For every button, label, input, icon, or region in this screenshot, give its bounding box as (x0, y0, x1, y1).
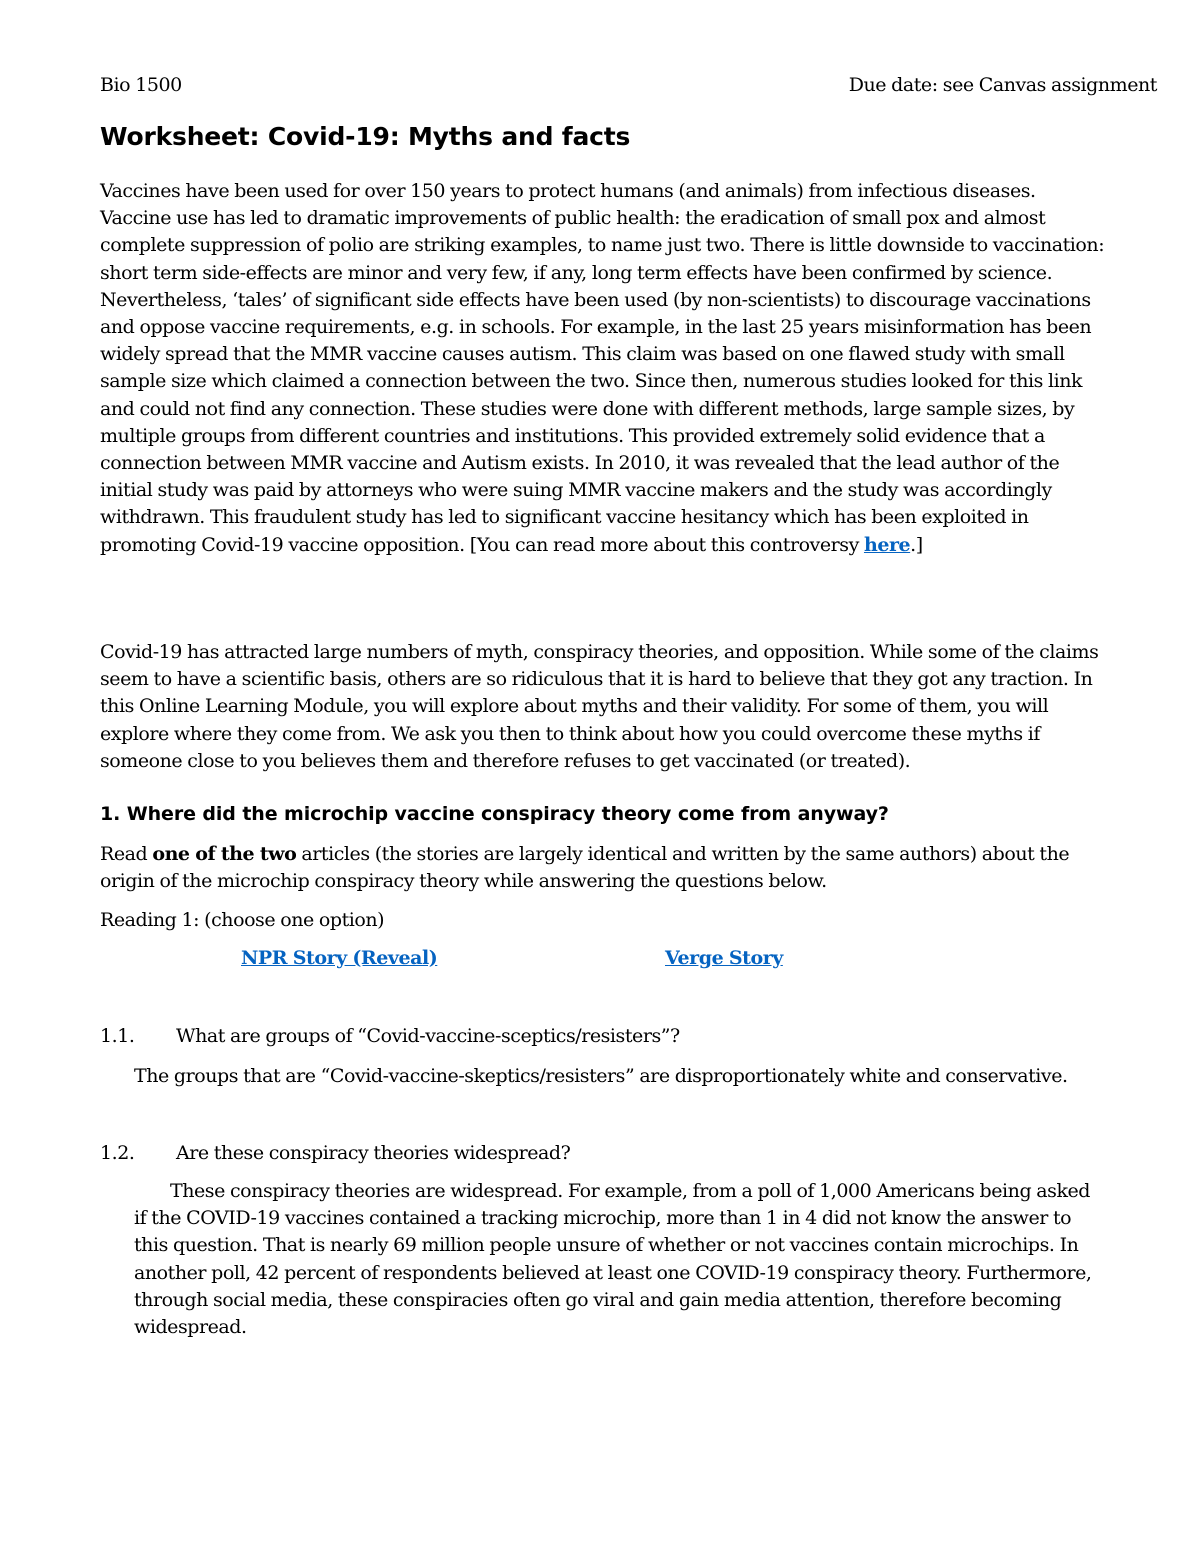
read-instruction-bold: one of the two (152, 843, 297, 865)
intro-paragraph-1: Vaccines have been used for over 150 years to protect humans (and animals) from infectious diseases. Vaccine use has led to dramatic improvements of public health: the eradication of small pox and almost complete suppression of polio are striking examples, to name just two. There is little downside to vaccination: short term side-effects are minor and very few, if any, long term effects have been confirmed by science. (100, 180, 1105, 284)
question-1-1-text: What are groups of “Covid-vaccine-sceptics/resisters”? (176, 1025, 680, 1047)
verge-story-link[interactable]: Verge Story (665, 947, 783, 969)
due-date: Due date: see Canvas assignment (848, 74, 1157, 96)
read-instruction (100, 841, 1110, 895)
intro-paragraph-2-end: .] (910, 533, 923, 556)
question-1-2-number: 1.2. (100, 1142, 135, 1164)
intro-block (100, 178, 1110, 559)
question-1-2-text: Are these conspiracy theories widespread? (176, 1142, 571, 1164)
course-label: Bio 1500 (100, 74, 182, 96)
answer-1-1: The groups that are “Covid-vaccine-skeptics/resisters” are disproportionately white and conservative. (134, 1065, 1068, 1087)
reading-label: Reading 1: (choose one option) (100, 909, 385, 931)
section-1-heading: 1. Where did the microchip vaccine conspiracy theory come from anyway? (100, 803, 889, 825)
answer-1-2: These conspiracy theories are widespread. For example, from a poll of 1,000 Americans being asked if the COVID-19 vaccines contained a tracking microchip, more than 1 in 4 did not know the answer to this question. That is nearly 69 million people unsure of whether or not vaccines contain microchips. In another poll, 42 percent of respondents believed at least one COVID-19 conspiracy theory. Furthermore, through social media, these conspiracies often go viral and gain media attention, therefore becoming widespread. (134, 1180, 1092, 1339)
intro-paragraph-3: Covid-19 has attracted large numbers of myth, conspiracy theories, and opposition. While some of the claims seem to have a scientific basis, others are so ridiculous that it is hard to believe that they got any traction. In this Online Learning Module, you will explore about myths and their validity. For some of them, you will explore where they come from. We ask you then to think about how you could overcome these myths if someone close to you believes them and therefore refuses to get vaccinated (or treated). (100, 641, 1099, 772)
controversy-link[interactable]: here (863, 533, 911, 556)
intro-paragraph-2-text: Nevertheless, ‘tales’ of significant side effects have been used (by non-scientists) to discourage vaccinations and oppose vaccine requirements, e.g. in schools. For example, in the last 25 years misinformation has been widely spread that the MMR vaccine causes autism. This claim was based on one flawed study with small sample size which claimed a connection between the two. Since then, numerous studies looked for this link and could not find any connection. These studies were done with different methods, large sample sizes, by multiple groups from different countries and institutions. This provided extremely solid evidence that a connection between MMR vaccine and Autism exists. In 2010, it was revealed that the lead author of the initial study was paid by attorneys who were suing MMR vaccine makers and the study was accordingly withdrawn. This fraudulent study has led to significant vaccine hesitancy which has been exploited in promoting Covid-19 vaccine opposition. [You can read more about this controversy (100, 288, 1092, 556)
page-title: Worksheet: Covid-19: Myths and facts (100, 122, 631, 151)
read-instruction-pre: Read (100, 843, 153, 865)
question-1-1-number: 1.1. (100, 1025, 135, 1047)
read-instruction-post: articles (the stories are largely identical and written by the same authors) about the origin of the microchip conspiracy theory while answering the questions below. (100, 843, 1070, 893)
intro-paragraph-2 (100, 287, 1110, 559)
npr-story-link[interactable]: NPR Story (Reveal) (241, 947, 438, 969)
